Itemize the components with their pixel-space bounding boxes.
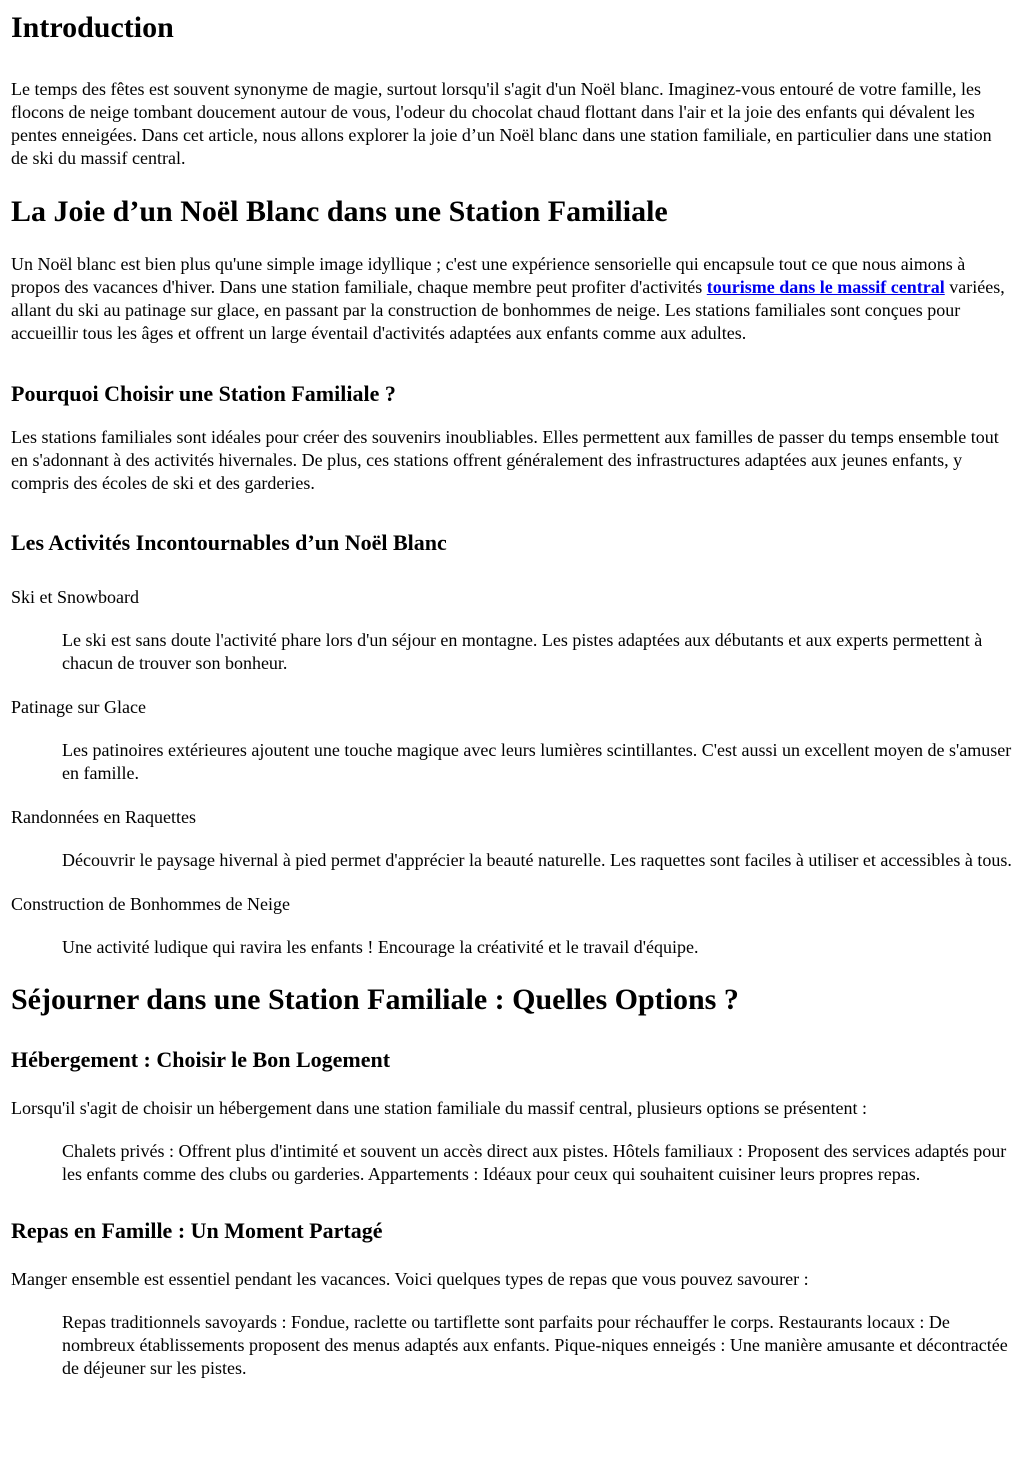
activity-term: Patinage sur Glace [11,697,146,717]
activity-description: Les patinoires extérieures ajoutent une touche magique avec leurs lumières scintillantes. C'est aussi un excellent moyen de s'amuser en famille. [62,740,1012,783]
heading-hebergement: Hébergement : Choisir le Bon Logement [11,1047,391,1072]
link-tourisme-massif-central[interactable]: tourisme dans le massif central [706,277,945,297]
activities-list [11,586,1013,959]
paragraph-joie-noel-blanc [11,253,1013,345]
paragraph-repas: Manger ensemble est essentiel pendant les vacances. Voici quelques types de repas que vous pouvez savourer : [11,1269,809,1289]
activity-term: Ski et Snowboard [11,587,139,607]
activity-term: Randonnées en Raquettes [11,807,196,827]
paragraph-pourquoi-choisir: Les stations familiales sont idéales pour créer des souvenirs inoubliables. Elles permettent aux familles de passer du temps ensemble tout en s'adonnant à des activités hivernales. De plus, ces stations offrent généralement des infrastructures adaptées aux jeunes enfants, y compris des écoles de ski et des garderies. [11,427,999,493]
activity-description: Le ski est sans doute l'activité phare lors d'un séjour en montagne. Les pistes adaptées aux débutants et aux experts permettent à chacun de trouver son bonheur. [62,630,983,673]
activity-description: Une activité ludique qui ravira les enfants ! Encourage la créativité et le travail d'équipe. [62,937,699,957]
activity-term: Construction de Bonhommes de Neige [11,894,290,914]
hebergement-options: Chalets privés : Offrent plus d'intimité et souvent un accès direct aux pistes. Hôtels familiaux : Proposent des services adaptés pour les enfants comme des clubs ou garderies. Appartements : Idéaux pour ceux qui souhaitent cuisiner leurs propres repas. [62,1141,1007,1184]
heading-repas: Repas en Famille : Un Moment Partagé [11,1218,383,1243]
heading-activites-incontournables: Les Activités Incontournables d’un Noël Blanc [11,530,447,555]
article [0,11,1024,1380]
heading-joie-noel-blanc: La Joie d’un Noël Blanc dans une Station Familiale [11,195,668,228]
activity-description: Découvrir le paysage hivernal à pied permet d'apprécier la beauté naturelle. Les raquettes sont faciles à utiliser et accessibles à tous. [62,850,1012,870]
heading-pourquoi-choisir: Pourquoi Choisir une Station Familiale ? [11,381,396,406]
paragraph-introduction: Le temps des fêtes est souvent synonyme de magie, surtout lorsqu'il s'agit d'un Noël blanc. Imaginez-vous entouré de votre famille, les flocons de neige tombant doucement autour de vous, l'odeur du chocolat chaud flottant dans l'air et la joie des enfants qui dévalent les pentes enneigées. Dans cet article, nous allons explorer la joie d’un Noël blanc dans une station familiale, en particulier dans une station de ski du massif central. [11,79,992,168]
paragraph-hebergement: Lorsqu'il s'agit de choisir un hébergement dans une station familiale du massif central, plusieurs options se présentent : [11,1098,867,1118]
heading-sejourner: Séjourner dans une Station Familiale : Quelles Options ? [11,983,739,1016]
paragraph-text-after-link: variées, allant du ski au patinage sur glace, en passant par la construction de bonhommes de neige. Les stations familiales sont conçues pour accueillir tous les âges et offrent un large éventail d'activités adaptées aux enfants comme aux adultes. [11,277,1005,343]
paragraph-text-before-link: Un Noël blanc est bien plus qu'une simple image idyllique ; c'est une expérience sensorielle qui encapsule tout ce que nous aimons à propos des vacances d'hiver. Dans une station familiale, chaque membre peut profiter d'activités [11,254,966,297]
heading-introduction: Introduction [11,11,174,44]
repas-options: Repas traditionnels savoyards : Fondue, raclette ou tartiflette sont parfaits pour réchauffer le corps. Restaurants locaux : De nombreux établissements proposent des menus adaptés aux enfants. Pique-niques enneigés : Une manière amusante et décontractée de déjeuner sur les pistes. [62,1312,1008,1378]
